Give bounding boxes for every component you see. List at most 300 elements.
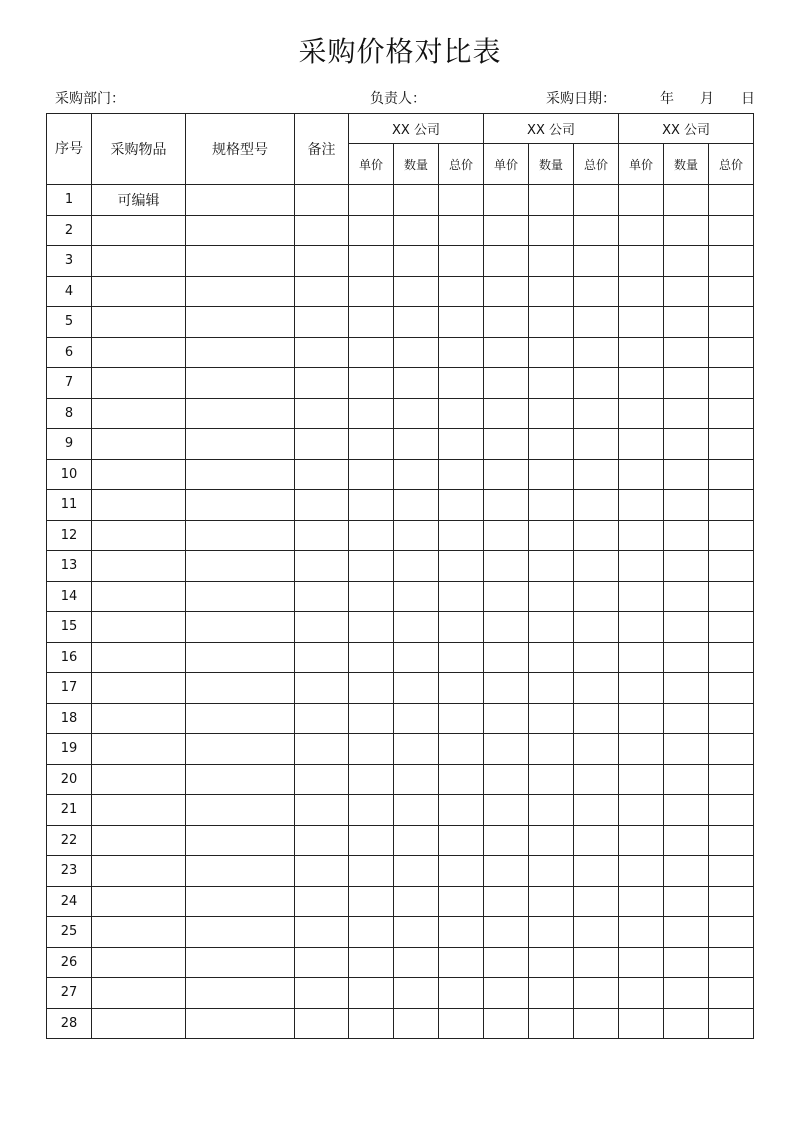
cell-company-2-total-price[interactable] bbox=[574, 764, 619, 795]
cell-company-2-quantity[interactable] bbox=[529, 703, 574, 734]
cell-company-2-quantity[interactable] bbox=[529, 246, 574, 277]
cell-company-3-total-price[interactable] bbox=[709, 337, 754, 368]
cell-company-1-quantity[interactable] bbox=[394, 978, 439, 1009]
cell-company-2-quantity[interactable] bbox=[529, 673, 574, 704]
cell-company-3-quantity[interactable] bbox=[664, 276, 709, 307]
cell-item[interactable] bbox=[92, 490, 186, 521]
cell-company-1-unit-price[interactable] bbox=[349, 520, 394, 551]
cell-company-2-quantity[interactable] bbox=[529, 917, 574, 948]
cell-company-2-quantity[interactable] bbox=[529, 337, 574, 368]
cell-company-1-total-price[interactable] bbox=[439, 215, 484, 246]
cell-company-1-total-price[interactable] bbox=[439, 917, 484, 948]
cell-company-2-quantity[interactable] bbox=[529, 307, 574, 338]
cell-company-1-quantity[interactable] bbox=[394, 642, 439, 673]
cell-company-1-total-price[interactable] bbox=[439, 185, 484, 216]
cell-company-3-total-price[interactable] bbox=[709, 795, 754, 826]
cell-company-1-quantity[interactable] bbox=[394, 246, 439, 277]
cell-company-2-unit-price[interactable] bbox=[484, 703, 529, 734]
cell-company-1-total-price[interactable] bbox=[439, 490, 484, 521]
cell-note[interactable] bbox=[295, 703, 349, 734]
cell-note[interactable] bbox=[295, 764, 349, 795]
cell-company-2-total-price[interactable] bbox=[574, 978, 619, 1009]
cell-note[interactable] bbox=[295, 947, 349, 978]
cell-company-1-total-price[interactable] bbox=[439, 398, 484, 429]
cell-company-1-total-price[interactable] bbox=[439, 795, 484, 826]
cell-note[interactable] bbox=[295, 642, 349, 673]
cell-company-3-total-price[interactable] bbox=[709, 276, 754, 307]
cell-company-2-quantity[interactable] bbox=[529, 856, 574, 887]
cell-company-3-quantity[interactable] bbox=[664, 978, 709, 1009]
cell-item[interactable] bbox=[92, 276, 186, 307]
cell-company-2-unit-price[interactable] bbox=[484, 398, 529, 429]
cell-company-2-unit-price[interactable] bbox=[484, 459, 529, 490]
cell-company-3-quantity[interactable] bbox=[664, 246, 709, 277]
cell-company-1-quantity[interactable] bbox=[394, 398, 439, 429]
cell-note[interactable] bbox=[295, 520, 349, 551]
cell-company-3-unit-price[interactable] bbox=[619, 368, 664, 399]
cell-company-3-quantity[interactable] bbox=[664, 886, 709, 917]
cell-item[interactable] bbox=[92, 459, 186, 490]
cell-item[interactable] bbox=[92, 917, 186, 948]
cell-company-2-unit-price[interactable] bbox=[484, 276, 529, 307]
cell-company-1-total-price[interactable] bbox=[439, 642, 484, 673]
cell-company-2-unit-price[interactable] bbox=[484, 429, 529, 460]
cell-note[interactable] bbox=[295, 612, 349, 643]
cell-spec[interactable] bbox=[186, 398, 295, 429]
cell-note[interactable] bbox=[295, 398, 349, 429]
cell-company-3-unit-price[interactable] bbox=[619, 185, 664, 216]
cell-company-2-unit-price[interactable] bbox=[484, 551, 529, 582]
cell-company-2-unit-price[interactable] bbox=[484, 856, 529, 887]
cell-company-1-unit-price[interactable] bbox=[349, 734, 394, 765]
cell-company-3-unit-price[interactable] bbox=[619, 703, 664, 734]
cell-company-1-quantity[interactable] bbox=[394, 307, 439, 338]
cell-company-1-quantity[interactable] bbox=[394, 215, 439, 246]
cell-company-3-quantity[interactable] bbox=[664, 459, 709, 490]
cell-company-1-total-price[interactable] bbox=[439, 429, 484, 460]
cell-item[interactable] bbox=[92, 1008, 186, 1039]
cell-company-3-total-price[interactable] bbox=[709, 886, 754, 917]
cell-item[interactable] bbox=[92, 520, 186, 551]
cell-company-3-quantity[interactable] bbox=[664, 520, 709, 551]
cell-company-2-unit-price[interactable] bbox=[484, 215, 529, 246]
cell-company-2-total-price[interactable] bbox=[574, 673, 619, 704]
cell-company-1-unit-price[interactable] bbox=[349, 368, 394, 399]
cell-company-1-unit-price[interactable] bbox=[349, 337, 394, 368]
cell-company-3-quantity[interactable] bbox=[664, 764, 709, 795]
cell-company-1-quantity[interactable] bbox=[394, 856, 439, 887]
cell-item[interactable] bbox=[92, 307, 186, 338]
cell-note[interactable] bbox=[295, 215, 349, 246]
cell-company-2-total-price[interactable] bbox=[574, 612, 619, 643]
cell-company-3-unit-price[interactable] bbox=[619, 551, 664, 582]
cell-spec[interactable] bbox=[186, 917, 295, 948]
cell-item[interactable] bbox=[92, 734, 186, 765]
cell-company-1-unit-price[interactable] bbox=[349, 581, 394, 612]
cell-item[interactable] bbox=[92, 825, 186, 856]
cell-company-2-total-price[interactable] bbox=[574, 581, 619, 612]
cell-spec[interactable] bbox=[186, 368, 295, 399]
cell-company-1-total-price[interactable] bbox=[439, 764, 484, 795]
cell-company-2-total-price[interactable] bbox=[574, 856, 619, 887]
cell-company-3-unit-price[interactable] bbox=[619, 886, 664, 917]
cell-company-1-total-price[interactable] bbox=[439, 246, 484, 277]
cell-note[interactable] bbox=[295, 307, 349, 338]
cell-company-3-quantity[interactable] bbox=[664, 551, 709, 582]
cell-spec[interactable] bbox=[186, 337, 295, 368]
cell-company-1-quantity[interactable] bbox=[394, 825, 439, 856]
cell-note[interactable] bbox=[295, 459, 349, 490]
cell-company-2-unit-price[interactable] bbox=[484, 795, 529, 826]
cell-company-3-unit-price[interactable] bbox=[619, 215, 664, 246]
cell-company-3-unit-price[interactable] bbox=[619, 581, 664, 612]
cell-company-1-unit-price[interactable] bbox=[349, 673, 394, 704]
cell-company-2-unit-price[interactable] bbox=[484, 642, 529, 673]
cell-note[interactable] bbox=[295, 276, 349, 307]
cell-spec[interactable] bbox=[186, 215, 295, 246]
cell-company-3-total-price[interactable] bbox=[709, 246, 754, 277]
cell-item[interactable] bbox=[92, 856, 186, 887]
cell-company-1-unit-price[interactable] bbox=[349, 886, 394, 917]
cell-company-1-quantity[interactable] bbox=[394, 917, 439, 948]
cell-company-2-quantity[interactable] bbox=[529, 185, 574, 216]
cell-company-2-total-price[interactable] bbox=[574, 307, 619, 338]
cell-company-1-total-price[interactable] bbox=[439, 368, 484, 399]
cell-company-1-total-price[interactable] bbox=[439, 947, 484, 978]
cell-company-3-total-price[interactable] bbox=[709, 215, 754, 246]
cell-company-2-total-price[interactable] bbox=[574, 459, 619, 490]
cell-company-2-quantity[interactable] bbox=[529, 276, 574, 307]
cell-spec[interactable] bbox=[186, 886, 295, 917]
cell-company-3-quantity[interactable] bbox=[664, 1008, 709, 1039]
cell-item[interactable] bbox=[92, 764, 186, 795]
cell-company-2-total-price[interactable] bbox=[574, 337, 619, 368]
cell-item[interactable] bbox=[92, 337, 186, 368]
cell-company-2-total-price[interactable] bbox=[574, 795, 619, 826]
cell-company-1-total-price[interactable] bbox=[439, 886, 484, 917]
cell-company-1-quantity[interactable] bbox=[394, 795, 439, 826]
cell-company-2-quantity[interactable] bbox=[529, 215, 574, 246]
cell-note[interactable] bbox=[295, 886, 349, 917]
cell-company-3-total-price[interactable] bbox=[709, 917, 754, 948]
cell-spec[interactable] bbox=[186, 581, 295, 612]
cell-company-2-total-price[interactable] bbox=[574, 429, 619, 460]
cell-company-1-quantity[interactable] bbox=[394, 337, 439, 368]
cell-note[interactable] bbox=[295, 337, 349, 368]
cell-company-2-quantity[interactable] bbox=[529, 368, 574, 399]
cell-company-2-total-price[interactable] bbox=[574, 276, 619, 307]
cell-company-1-quantity[interactable] bbox=[394, 947, 439, 978]
cell-company-1-unit-price[interactable] bbox=[349, 1008, 394, 1039]
cell-company-3-unit-price[interactable] bbox=[619, 642, 664, 673]
cell-company-3-quantity[interactable] bbox=[664, 581, 709, 612]
cell-company-1-quantity[interactable] bbox=[394, 185, 439, 216]
cell-company-3-unit-price[interactable] bbox=[619, 917, 664, 948]
cell-company-1-total-price[interactable] bbox=[439, 612, 484, 643]
cell-company-3-unit-price[interactable] bbox=[619, 337, 664, 368]
cell-item[interactable]: 可编辑 bbox=[92, 185, 186, 216]
cell-spec[interactable] bbox=[186, 673, 295, 704]
cell-company-2-unit-price[interactable] bbox=[484, 307, 529, 338]
cell-item[interactable] bbox=[92, 429, 186, 460]
cell-company-2-unit-price[interactable] bbox=[484, 978, 529, 1009]
cell-company-2-total-price[interactable] bbox=[574, 825, 619, 856]
cell-company-2-unit-price[interactable] bbox=[484, 520, 529, 551]
cell-spec[interactable] bbox=[186, 490, 295, 521]
cell-company-3-unit-price[interactable] bbox=[619, 490, 664, 521]
cell-company-1-unit-price[interactable] bbox=[349, 642, 394, 673]
cell-company-1-total-price[interactable] bbox=[439, 703, 484, 734]
cell-item[interactable] bbox=[92, 612, 186, 643]
cell-item[interactable] bbox=[92, 795, 186, 826]
cell-company-1-quantity[interactable] bbox=[394, 581, 439, 612]
cell-company-1-unit-price[interactable] bbox=[349, 398, 394, 429]
cell-company-3-quantity[interactable] bbox=[664, 490, 709, 521]
cell-item[interactable] bbox=[92, 642, 186, 673]
cell-item[interactable] bbox=[92, 368, 186, 399]
cell-company-3-total-price[interactable] bbox=[709, 856, 754, 887]
cell-spec[interactable] bbox=[186, 947, 295, 978]
cell-company-2-total-price[interactable] bbox=[574, 551, 619, 582]
cell-company-1-total-price[interactable] bbox=[439, 1008, 484, 1039]
cell-note[interactable] bbox=[295, 429, 349, 460]
cell-spec[interactable] bbox=[186, 825, 295, 856]
cell-company-3-total-price[interactable] bbox=[709, 581, 754, 612]
cell-company-1-unit-price[interactable] bbox=[349, 764, 394, 795]
cell-company-1-quantity[interactable] bbox=[394, 551, 439, 582]
cell-company-1-unit-price[interactable] bbox=[349, 185, 394, 216]
cell-note[interactable] bbox=[295, 1008, 349, 1039]
cell-company-3-quantity[interactable] bbox=[664, 215, 709, 246]
cell-company-3-unit-price[interactable] bbox=[619, 947, 664, 978]
cell-company-2-quantity[interactable] bbox=[529, 520, 574, 551]
cell-company-3-quantity[interactable] bbox=[664, 368, 709, 399]
cell-company-1-quantity[interactable] bbox=[394, 490, 439, 521]
cell-company-1-unit-price[interactable] bbox=[349, 825, 394, 856]
cell-note[interactable] bbox=[295, 246, 349, 277]
cell-company-2-unit-price[interactable] bbox=[484, 947, 529, 978]
cell-company-2-total-price[interactable] bbox=[574, 246, 619, 277]
cell-company-1-quantity[interactable] bbox=[394, 520, 439, 551]
cell-spec[interactable] bbox=[186, 856, 295, 887]
cell-company-2-quantity[interactable] bbox=[529, 642, 574, 673]
cell-company-1-total-price[interactable] bbox=[439, 581, 484, 612]
cell-spec[interactable] bbox=[186, 246, 295, 277]
cell-company-3-total-price[interactable] bbox=[709, 947, 754, 978]
cell-company-2-unit-price[interactable] bbox=[484, 825, 529, 856]
cell-company-1-unit-price[interactable] bbox=[349, 276, 394, 307]
cell-company-2-quantity[interactable] bbox=[529, 581, 574, 612]
cell-company-3-unit-price[interactable] bbox=[619, 246, 664, 277]
cell-company-2-unit-price[interactable] bbox=[484, 1008, 529, 1039]
cell-company-1-quantity[interactable] bbox=[394, 673, 439, 704]
cell-note[interactable] bbox=[295, 856, 349, 887]
cell-company-2-unit-price[interactable] bbox=[484, 764, 529, 795]
cell-company-3-quantity[interactable] bbox=[664, 185, 709, 216]
cell-company-3-quantity[interactable] bbox=[664, 642, 709, 673]
cell-company-2-unit-price[interactable] bbox=[484, 734, 529, 765]
cell-company-1-total-price[interactable] bbox=[439, 856, 484, 887]
cell-company-3-unit-price[interactable] bbox=[619, 429, 664, 460]
cell-company-3-total-price[interactable] bbox=[709, 185, 754, 216]
cell-company-2-unit-price[interactable] bbox=[484, 368, 529, 399]
cell-company-1-unit-price[interactable] bbox=[349, 917, 394, 948]
cell-company-2-unit-price[interactable] bbox=[484, 490, 529, 521]
cell-spec[interactable] bbox=[186, 185, 295, 216]
cell-item[interactable] bbox=[92, 215, 186, 246]
cell-company-2-unit-price[interactable] bbox=[484, 886, 529, 917]
cell-company-3-quantity[interactable] bbox=[664, 917, 709, 948]
cell-company-1-unit-price[interactable] bbox=[349, 307, 394, 338]
cell-item[interactable] bbox=[92, 246, 186, 277]
cell-company-1-total-price[interactable] bbox=[439, 978, 484, 1009]
cell-company-3-quantity[interactable] bbox=[664, 307, 709, 338]
cell-company-3-total-price[interactable] bbox=[709, 642, 754, 673]
cell-company-3-unit-price[interactable] bbox=[619, 825, 664, 856]
cell-company-3-quantity[interactable] bbox=[664, 337, 709, 368]
cell-company-3-total-price[interactable] bbox=[709, 429, 754, 460]
cell-company-2-total-price[interactable] bbox=[574, 947, 619, 978]
cell-company-3-quantity[interactable] bbox=[664, 612, 709, 643]
cell-company-1-total-price[interactable] bbox=[439, 459, 484, 490]
cell-company-1-unit-price[interactable] bbox=[349, 703, 394, 734]
cell-company-2-unit-price[interactable] bbox=[484, 185, 529, 216]
cell-company-2-quantity[interactable] bbox=[529, 459, 574, 490]
cell-spec[interactable] bbox=[186, 551, 295, 582]
cell-spec[interactable] bbox=[186, 307, 295, 338]
cell-company-1-unit-price[interactable] bbox=[349, 856, 394, 887]
cell-company-1-total-price[interactable] bbox=[439, 734, 484, 765]
cell-company-3-total-price[interactable] bbox=[709, 520, 754, 551]
cell-company-3-unit-price[interactable] bbox=[619, 978, 664, 1009]
cell-company-3-quantity[interactable] bbox=[664, 673, 709, 704]
cell-spec[interactable] bbox=[186, 795, 295, 826]
cell-spec[interactable] bbox=[186, 978, 295, 1009]
cell-item[interactable] bbox=[92, 886, 186, 917]
cell-company-1-quantity[interactable] bbox=[394, 703, 439, 734]
cell-company-2-quantity[interactable] bbox=[529, 490, 574, 521]
cell-company-3-unit-price[interactable] bbox=[619, 856, 664, 887]
cell-company-3-quantity[interactable] bbox=[664, 703, 709, 734]
cell-company-3-quantity[interactable] bbox=[664, 795, 709, 826]
cell-company-3-total-price[interactable] bbox=[709, 459, 754, 490]
cell-company-3-total-price[interactable] bbox=[709, 673, 754, 704]
cell-company-2-quantity[interactable] bbox=[529, 947, 574, 978]
cell-company-2-total-price[interactable] bbox=[574, 520, 619, 551]
cell-company-3-unit-price[interactable] bbox=[619, 398, 664, 429]
cell-company-3-total-price[interactable] bbox=[709, 703, 754, 734]
cell-company-3-quantity[interactable] bbox=[664, 947, 709, 978]
cell-company-1-quantity[interactable] bbox=[394, 734, 439, 765]
cell-company-3-total-price[interactable] bbox=[709, 764, 754, 795]
cell-company-2-quantity[interactable] bbox=[529, 398, 574, 429]
cell-spec[interactable] bbox=[186, 429, 295, 460]
cell-company-3-unit-price[interactable] bbox=[619, 276, 664, 307]
cell-company-1-quantity[interactable] bbox=[394, 429, 439, 460]
cell-company-1-unit-price[interactable] bbox=[349, 459, 394, 490]
cell-item[interactable] bbox=[92, 551, 186, 582]
cell-note[interactable] bbox=[295, 734, 349, 765]
cell-item[interactable] bbox=[92, 978, 186, 1009]
cell-company-1-total-price[interactable] bbox=[439, 673, 484, 704]
cell-company-3-unit-price[interactable] bbox=[619, 673, 664, 704]
cell-company-3-quantity[interactable] bbox=[664, 734, 709, 765]
cell-company-2-quantity[interactable] bbox=[529, 429, 574, 460]
cell-company-1-unit-price[interactable] bbox=[349, 246, 394, 277]
cell-company-1-unit-price[interactable] bbox=[349, 947, 394, 978]
cell-company-2-total-price[interactable] bbox=[574, 1008, 619, 1039]
cell-company-3-total-price[interactable] bbox=[709, 307, 754, 338]
cell-company-1-quantity[interactable] bbox=[394, 612, 439, 643]
cell-company-1-unit-price[interactable] bbox=[349, 429, 394, 460]
cell-company-2-quantity[interactable] bbox=[529, 886, 574, 917]
cell-company-1-unit-price[interactable] bbox=[349, 795, 394, 826]
cell-company-2-unit-price[interactable] bbox=[484, 337, 529, 368]
cell-spec[interactable] bbox=[186, 642, 295, 673]
cell-note[interactable] bbox=[295, 185, 349, 216]
cell-company-3-quantity[interactable] bbox=[664, 429, 709, 460]
cell-company-1-unit-price[interactable] bbox=[349, 490, 394, 521]
cell-company-1-unit-price[interactable] bbox=[349, 612, 394, 643]
cell-company-2-total-price[interactable] bbox=[574, 886, 619, 917]
cell-company-2-total-price[interactable] bbox=[574, 185, 619, 216]
cell-company-2-quantity[interactable] bbox=[529, 734, 574, 765]
cell-company-2-unit-price[interactable] bbox=[484, 673, 529, 704]
cell-spec[interactable] bbox=[186, 703, 295, 734]
cell-company-1-quantity[interactable] bbox=[394, 764, 439, 795]
cell-company-2-quantity[interactable] bbox=[529, 764, 574, 795]
cell-company-2-quantity[interactable] bbox=[529, 551, 574, 582]
cell-company-2-quantity[interactable] bbox=[529, 795, 574, 826]
cell-spec[interactable] bbox=[186, 459, 295, 490]
cell-note[interactable] bbox=[295, 368, 349, 399]
cell-company-2-quantity[interactable] bbox=[529, 1008, 574, 1039]
cell-note[interactable] bbox=[295, 917, 349, 948]
cell-company-3-total-price[interactable] bbox=[709, 368, 754, 399]
cell-note[interactable] bbox=[295, 551, 349, 582]
cell-company-3-total-price[interactable] bbox=[709, 551, 754, 582]
cell-company-3-unit-price[interactable] bbox=[619, 764, 664, 795]
cell-company-2-total-price[interactable] bbox=[574, 734, 619, 765]
cell-company-2-unit-price[interactable] bbox=[484, 917, 529, 948]
cell-note[interactable] bbox=[295, 795, 349, 826]
cell-company-2-total-price[interactable] bbox=[574, 490, 619, 521]
cell-item[interactable] bbox=[92, 398, 186, 429]
cell-company-1-total-price[interactable] bbox=[439, 551, 484, 582]
cell-note[interactable] bbox=[295, 490, 349, 521]
cell-note[interactable] bbox=[295, 581, 349, 612]
cell-company-3-total-price[interactable] bbox=[709, 1008, 754, 1039]
cell-company-1-quantity[interactable] bbox=[394, 1008, 439, 1039]
cell-company-2-total-price[interactable] bbox=[574, 368, 619, 399]
cell-company-3-quantity[interactable] bbox=[664, 825, 709, 856]
cell-company-3-unit-price[interactable] bbox=[619, 795, 664, 826]
cell-company-1-quantity[interactable] bbox=[394, 886, 439, 917]
cell-company-2-quantity[interactable] bbox=[529, 978, 574, 1009]
cell-company-3-unit-price[interactable] bbox=[619, 734, 664, 765]
cell-company-3-total-price[interactable] bbox=[709, 398, 754, 429]
cell-company-1-quantity[interactable] bbox=[394, 276, 439, 307]
cell-company-2-unit-price[interactable] bbox=[484, 581, 529, 612]
cell-spec[interactable] bbox=[186, 276, 295, 307]
cell-company-3-total-price[interactable] bbox=[709, 734, 754, 765]
cell-company-2-unit-price[interactable] bbox=[484, 246, 529, 277]
cell-company-3-unit-price[interactable] bbox=[619, 612, 664, 643]
cell-company-1-total-price[interactable] bbox=[439, 276, 484, 307]
cell-company-3-total-price[interactable] bbox=[709, 978, 754, 1009]
cell-company-2-total-price[interactable] bbox=[574, 642, 619, 673]
cell-company-3-quantity[interactable] bbox=[664, 398, 709, 429]
